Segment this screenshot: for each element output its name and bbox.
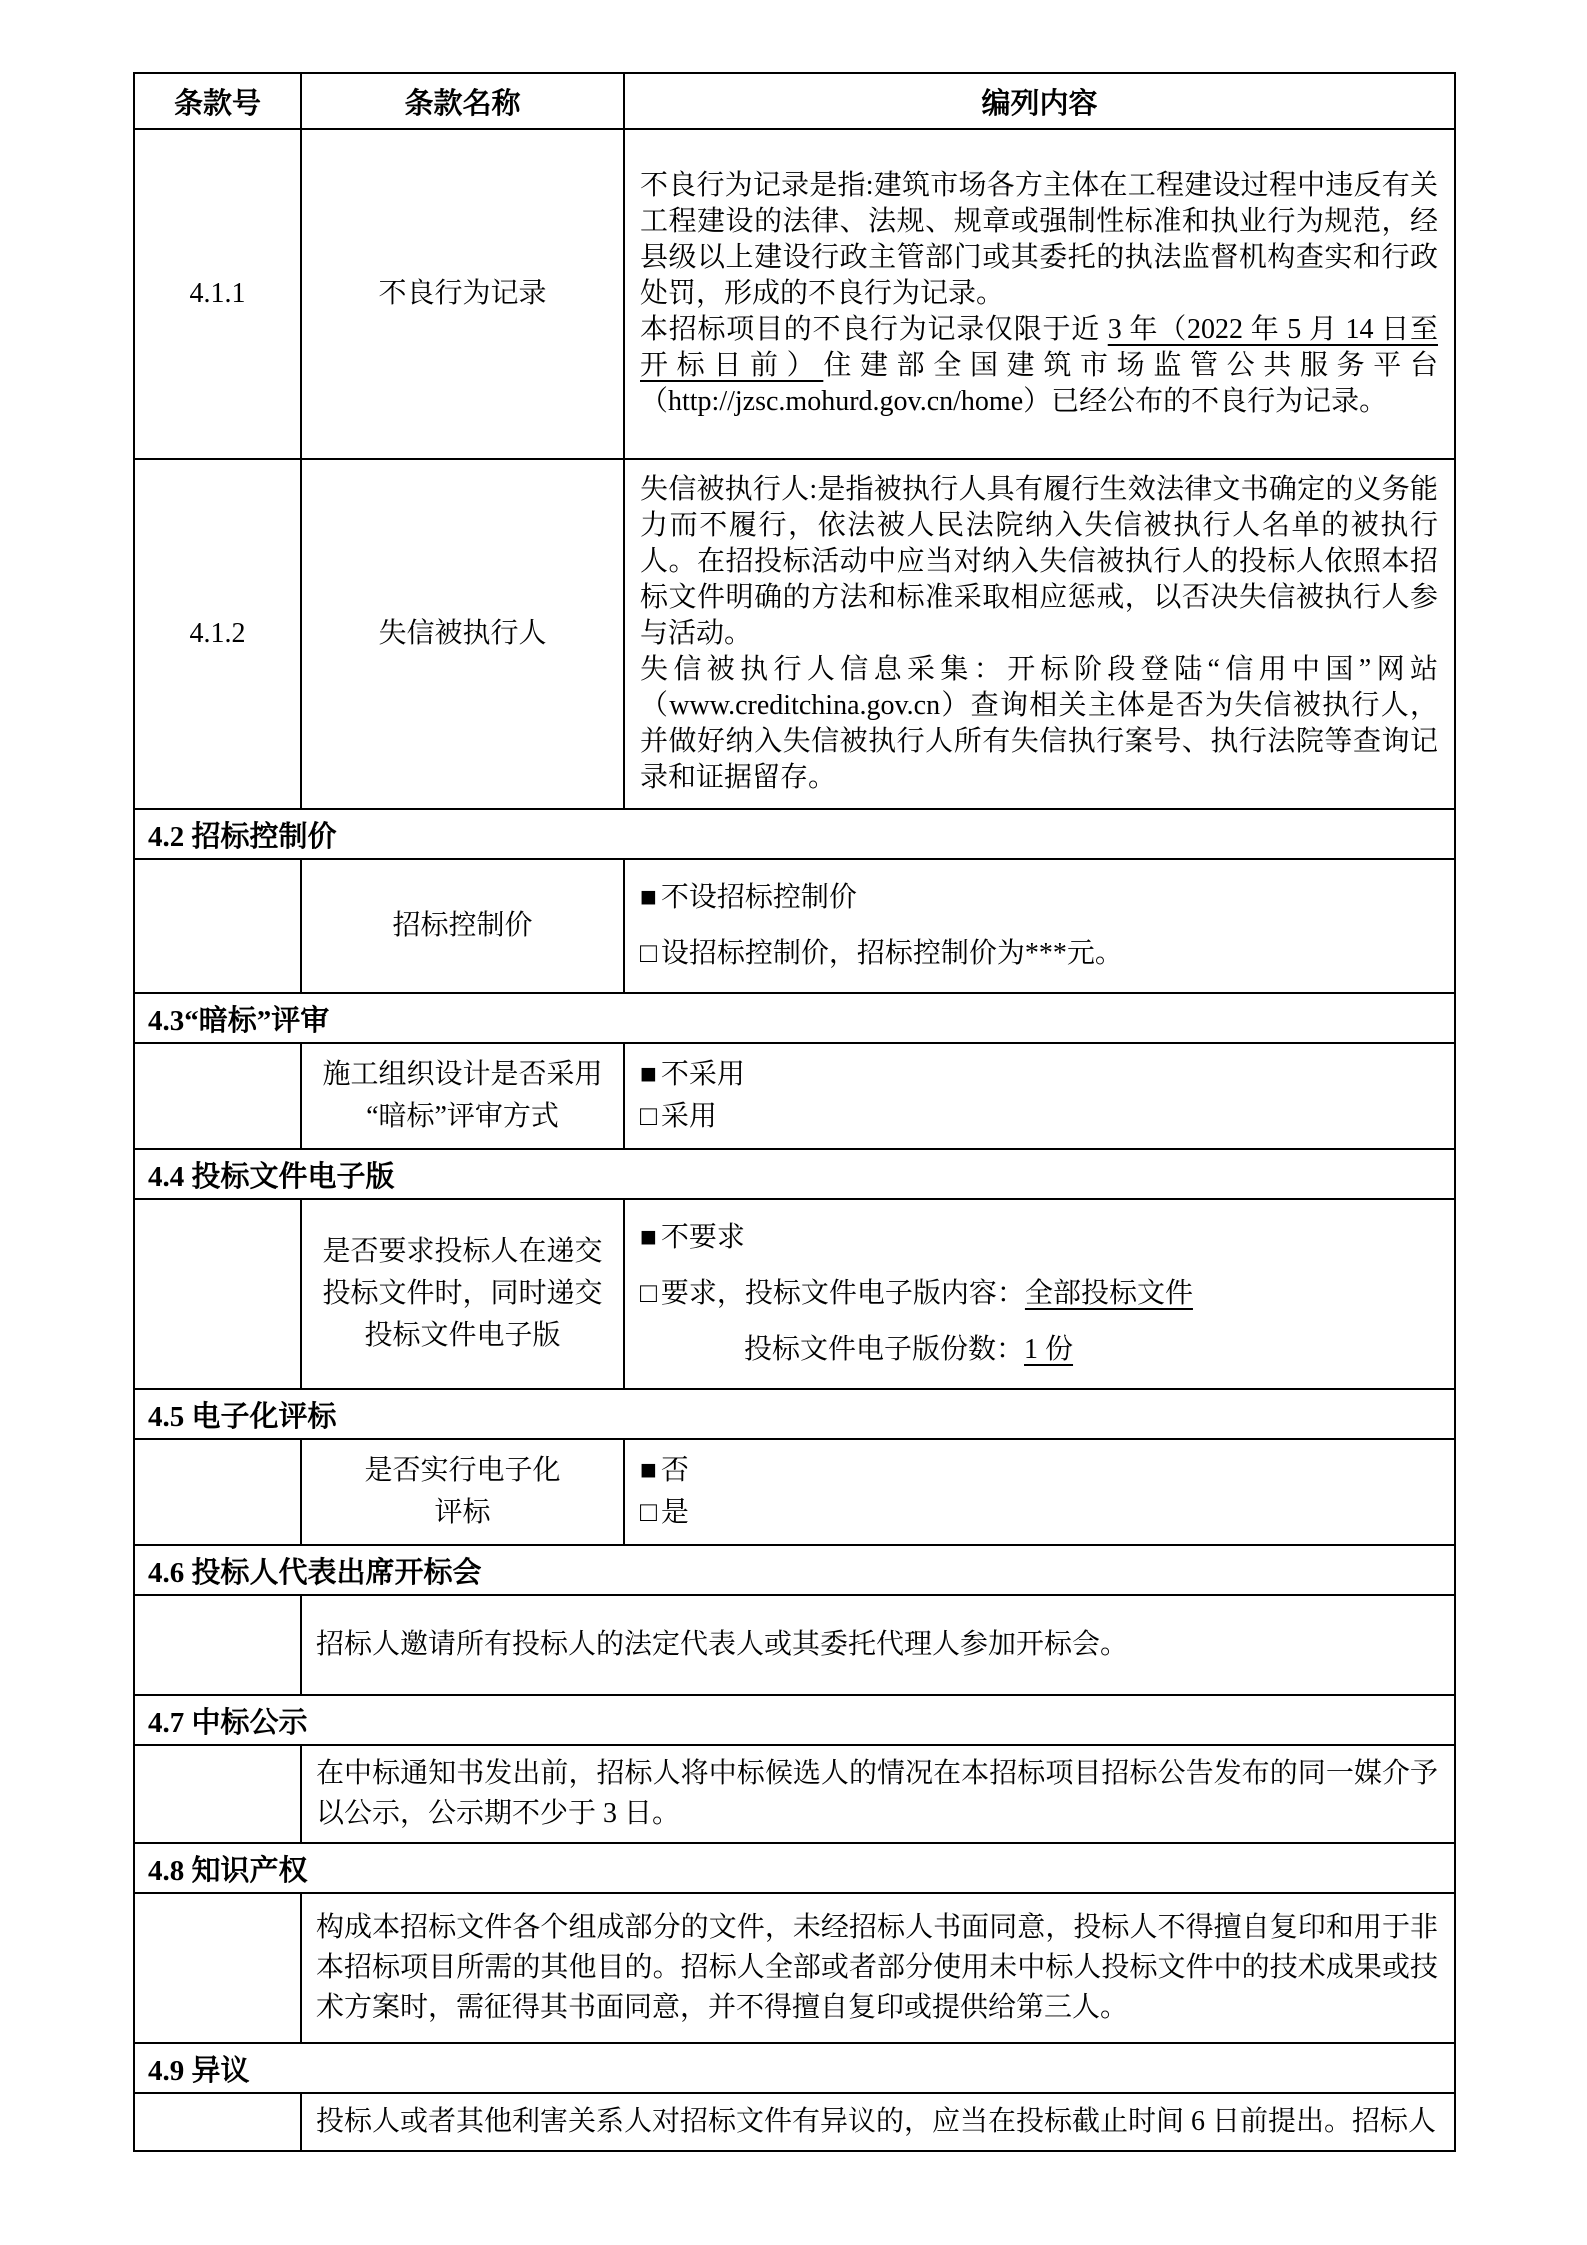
clause-no-cell-empty [134,1439,301,1545]
clause-content-cell [624,1043,1455,1149]
clause-content-cell [624,1439,1455,1545]
section-title: 4.9 异议 [134,2043,1455,2093]
content-paragraph: 失信被执行人信息采集：开标阶段登陆“信用中国”网站（www.creditchina.gov.cn）查询相关主体是否为失信被执行人，并做好纳入失信被执行人所有失信执行案号、执行法院等查询记录和证据留存。 [640,654,1438,793]
checkbox-filled-icon: ■ [640,1059,657,1090]
option-label: 否 [660,1455,689,1486]
header-clause-name: 条款名称 [301,73,624,129]
clause-name-line: 投标文件时，同时递交 [322,1278,603,1309]
section-header-row-4-4 [134,1149,1455,1199]
section-title: 4.6 投标人代表出席开标会 [134,1545,1455,1595]
clause-name-line: 是否要求投标人在递交 [322,1236,603,1267]
option-line [640,1210,1438,1266]
section-header-row-4-8 [134,1843,1455,1893]
clause-row-4-2 [134,859,1455,993]
option-label: 采用 [660,1101,717,1132]
clause-content-merged-cell: 投标人或者其他利害关系人对招标文件有异议的，应当在投标截止时间 6 日前提出。招标人 [301,2093,1455,2151]
section-header-row-4-7 [134,1695,1455,1745]
section-title: 4.2 招标控制价 [134,809,1455,859]
option-label: 不要求 [660,1222,745,1253]
header-content: 编列内容 [624,73,1455,129]
underlined-text: 3 年（2022 年 5 月 14 日至开标日前） [640,314,1438,381]
content-paragraph: 不良行为记录是指:建筑市场各方主体在工程建设过程中违反有关工程建设的法律、法规、规章或强制性标准和执业行为规范，经县级以上建设行政主管部门或其委托的执法监督机构查实和行政处罚，形成的不良行为记录。 [640,170,1438,309]
option-label: 是 [660,1497,689,1528]
checkbox-filled-icon: ■ [640,882,657,913]
clause-name-cell [301,1043,624,1149]
clause-content-cell [624,1199,1455,1389]
clause-row-4-3 [134,1043,1455,1149]
text-segment: 本招标项目的不良行为记录仅限于近 [640,314,1108,345]
clause-content-merged-cell: 招标人邀请所有投标人的法定代表人或其委托代理人参加开标会。 [301,1595,1455,1695]
section-header-row-4-9 [134,2043,1455,2093]
option-label: 要求，投标文件电子版内容： [660,1278,1025,1309]
clause-name-line: 是否实行电子化 [364,1455,561,1486]
section-title: 4.4 投标文件电子版 [134,1149,1455,1199]
clause-name-line: 施工组织设计是否采用 [322,1059,603,1090]
underlined-value: 1 份 [1024,1334,1074,1365]
clause-content-cell [624,859,1455,993]
clause-content-merged-cell: 构成本招标文件各个组成部分的文件，未经招标人书面同意，投标人不得擅自复印和用于非本招标项目所需的其他目的。招标人全部或者部分使用未中标人投标文件中的技术成果或技术方案时，需征得其书面同意，并不得擅自复印或提供给第三人。 [301,1893,1455,2043]
option-label: 不设招标控制价 [660,882,857,913]
section-header-row-4-2 [134,809,1455,859]
option-label: 不采用 [660,1059,745,1090]
clause-name-line: “暗标”评审方式 [366,1101,559,1132]
content-paragraph: 失信被执行人:是指被执行人具有履行生效法律文书确定的义务能力而不履行，依法被人民法院纳入失信被执行人名单的被执行人。在招投标活动中应当对纳入失信被执行人的投标人依照本招标文件明确的方法和标准采取相应惩戒，以否决失信被执行人参与活动。 [640,474,1438,649]
section-header-row-4-3 [134,993,1455,1043]
clause-no-cell-empty [134,1893,301,2043]
clause-no-cell: 4.1.1 [134,129,301,459]
clause-row-4-8 [134,1893,1455,2043]
clause-no-cell-empty [134,2093,301,2151]
option-label: 设招标控制价，招标控制价为***元。 [660,938,1123,969]
clause-name-line: 投标文件电子版 [364,1320,561,1351]
table-header-row [134,73,1455,129]
clause-name-cell: 失信被执行人 [301,459,624,809]
clause-row-4-6 [134,1595,1455,1695]
section-header-row-4-6 [134,1545,1455,1595]
option-line [640,1492,1438,1534]
clause-name-cell: 不良行为记录 [301,129,624,459]
clause-name-cell [301,1439,624,1545]
tender-clause-table [133,72,1456,2152]
checkbox-empty-icon: □ [640,1497,657,1528]
option-line [640,1450,1438,1492]
clause-no-cell-empty [134,1199,301,1389]
clause-row-4-4 [134,1199,1455,1389]
clause-row-4-1-1 [134,129,1455,459]
clause-content-merged-cell: 在中标通知书发出前，招标人将中标候选人的情况在本招标项目招标公告发布的同一媒介予以公示，公示期不少于 3 日。 [301,1745,1455,1843]
option-line [640,1054,1438,1096]
section-title: 4.3“暗标”评审 [134,993,1455,1043]
clause-no-cell: 4.1.2 [134,459,301,809]
clause-row-4-1-2 [134,459,1455,809]
content-paragraph [640,312,1438,420]
section-title: 4.5 电子化评标 [134,1389,1455,1439]
option-sub-line [744,1322,1438,1378]
clause-no-cell-empty [134,1745,301,1843]
clause-row-4-9 [134,2093,1455,2151]
clause-name-cell: 招标控制价 [301,859,624,993]
option-line [640,870,1438,926]
clause-content-cell [624,459,1455,809]
section-title: 4.7 中标公示 [134,1695,1455,1745]
clause-content-cell [624,129,1455,459]
checkbox-empty-icon: □ [640,1101,657,1132]
checkbox-empty-icon: □ [640,938,657,969]
checkbox-filled-icon: ■ [640,1455,657,1486]
section-title: 4.8 知识产权 [134,1843,1455,1893]
header-clause-no: 条款号 [134,73,301,129]
section-header-row-4-5 [134,1389,1455,1439]
clause-no-cell-empty [134,1043,301,1149]
option-line [640,1266,1438,1322]
checkbox-filled-icon: ■ [640,1222,657,1253]
option-label: 投标文件电子版份数： [744,1334,1025,1365]
clause-name-line: 评标 [434,1497,491,1528]
option-line [640,1096,1438,1138]
clause-name-cell [301,1199,624,1389]
checkbox-empty-icon: □ [640,1278,657,1309]
option-line [640,926,1438,982]
text-segment: 住建部全国建筑市场监管公共服务平台 （http://jzsc.mohurd.gov.cn/home）已经公布的不良行为记录。 [640,350,1438,417]
clause-row-4-7 [134,1745,1455,1843]
clause-no-cell-empty [134,859,301,993]
clause-row-4-5 [134,1439,1455,1545]
underlined-value: 全部投标文件 [1024,1278,1193,1309]
clause-no-cell-empty [134,1595,301,1695]
